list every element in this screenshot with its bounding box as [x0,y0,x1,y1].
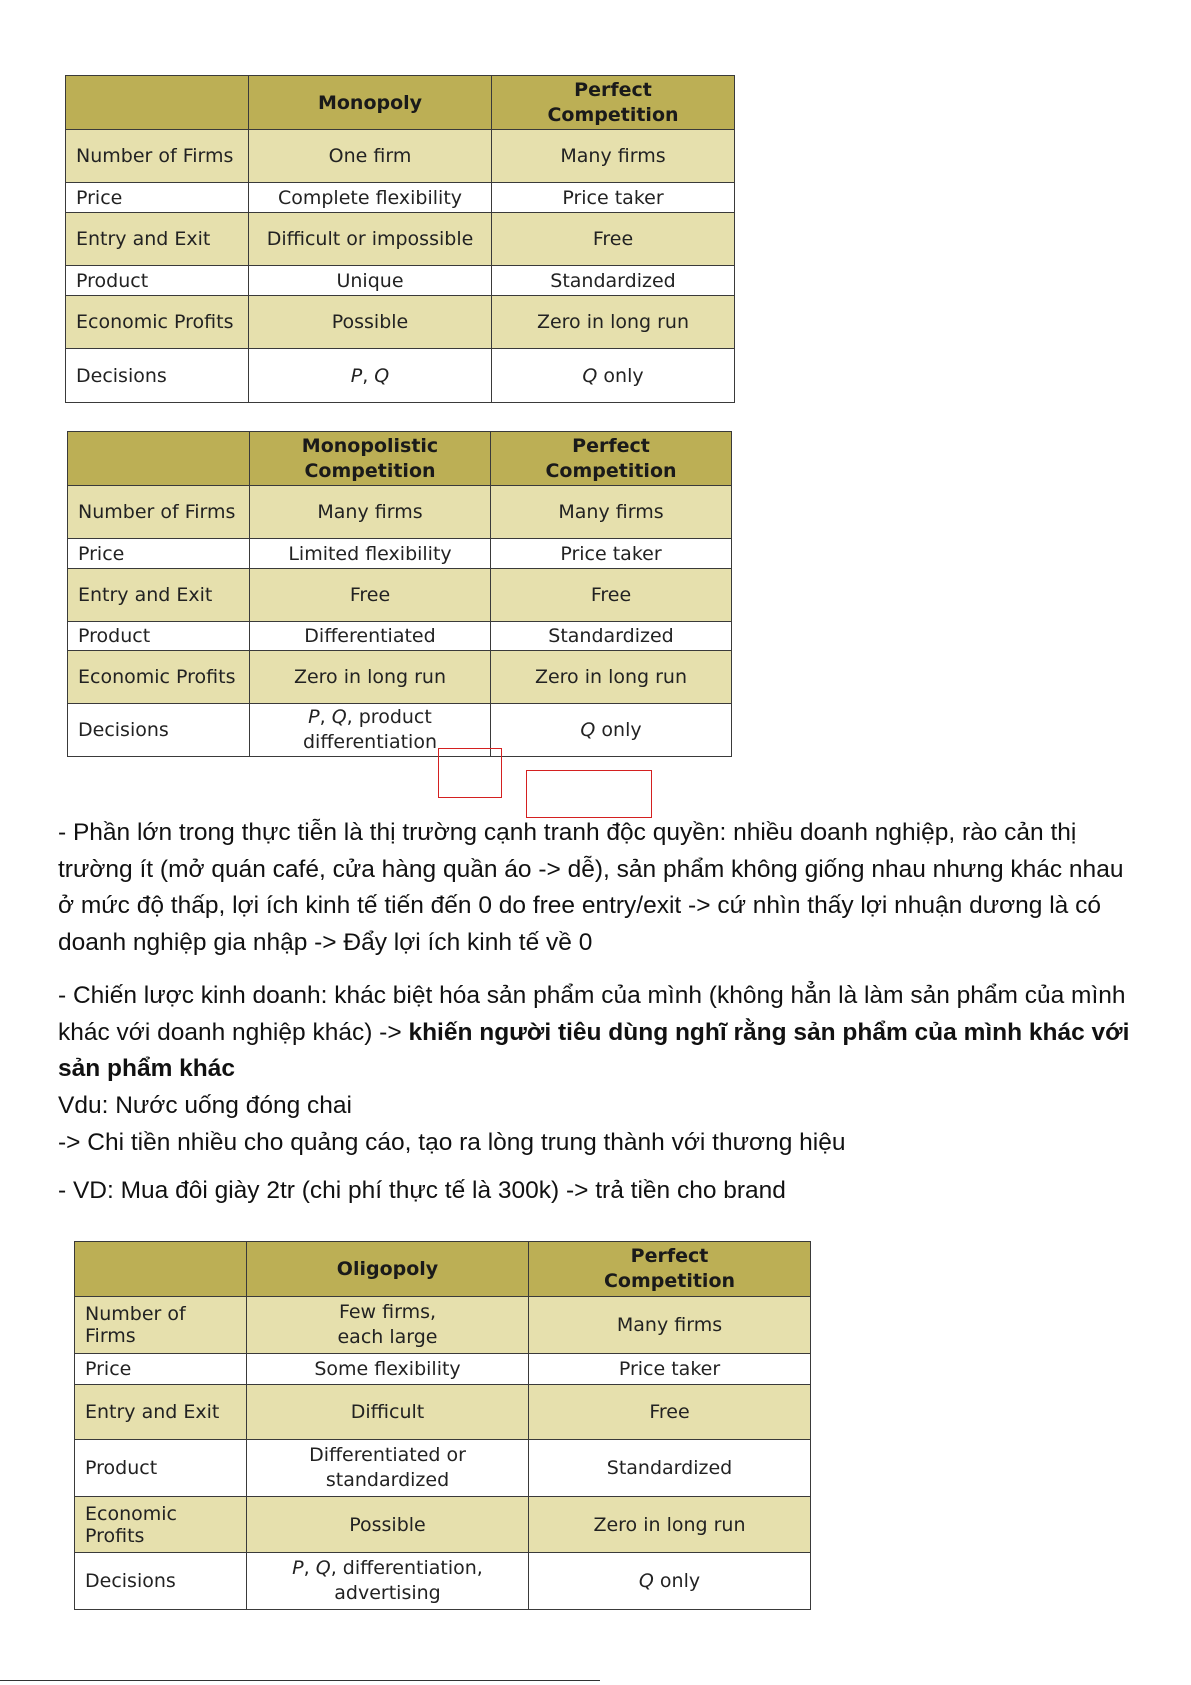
table-row [68,539,732,569]
header-line2: Competition [545,459,677,482]
cell-monopolistic: Differentiated [250,622,491,651]
cell-line2: standardized [325,1469,450,1491]
text-product: , product [346,706,432,728]
table-row [66,213,735,266]
table-header-row [66,76,735,130]
cell-line2: differentiation [302,731,437,753]
cell-perfect: Standardized [529,1440,811,1497]
note-paragraph-strategy [58,978,1138,1088]
cell-perfect: Many firms [492,130,735,183]
var-q: Q [374,364,390,387]
cell-monopoly: Complete flexibility [249,183,492,213]
header-perfect-competition [529,1242,811,1297]
var-q: Q [638,1570,654,1592]
cell-line1 [257,1556,518,1581]
row-label: Economic Profits [75,1497,247,1553]
separator: , [362,364,375,387]
cell-monopolistic: Free [250,569,491,622]
comparison-table-monopolistic [67,431,732,757]
header-monopoly: Monopoly [249,76,492,130]
cell-oligopoly [247,1440,529,1497]
cell-monopolistic: Many firms [250,486,491,539]
header-empty-cell [68,432,250,486]
annotation-box-small [438,748,502,798]
cell-line1: Differentiated or [309,1444,466,1466]
cell-monopoly: Possible [249,296,492,349]
cell-perfect: Price taker [491,539,732,569]
table-row [68,569,732,622]
table-row [75,1497,811,1553]
table-row [68,622,732,651]
cell-perfect: Standardized [491,622,732,651]
comparison-table-oligopoly [74,1241,811,1610]
row-label: Product [75,1440,247,1497]
text-only: only [597,364,644,387]
row-label: Number of Firms [66,130,249,183]
cell-line2: advertising [334,1582,441,1604]
row-label: Decisions [75,1553,247,1610]
row-label: Decisions [68,704,250,757]
note-example-shoes: - VD: Mua đôi giày 2tr (chi phí thực tế là 300k) -> trả tiền cho brand [58,1177,786,1204]
cell-oligopoly: Difficult [247,1385,529,1440]
cell-oligopoly: Possible [247,1497,529,1553]
cell-perfect: Price taker [492,183,735,213]
table-row [75,1354,811,1385]
cell-line1 [260,705,480,730]
text-only: only [595,719,642,741]
header-oligopoly: Oligopoly [247,1242,529,1297]
cell-perfect [529,1553,811,1610]
cell-monopoly [249,349,492,403]
table-row [66,183,735,213]
table-row [75,1440,811,1497]
note-paragraph-market-structure: - Phần lớn trong thực tiễn là thị trường cạnh tranh độc quyền: nhiều doanh nghiệp, rào cản thị trường ít (mở quán café, cửa hàng quần áo -> dễ), sản phẩm không giống nhau nhưng khác nhau ở mức độ thấp, lợi ích kinh tế tiến đến 0 do free entry/exit -> cứ nhìn thấy lợi nhuận dương là có doanh nghiệp gia nhập -> Đẩy lợi ích kinh tế về 0 [58,819,1124,956]
cell-line1: Few firms, [338,1301,437,1323]
header-perfect-line1: Perfect [574,78,652,101]
cell-line2: each large [337,1326,438,1348]
row-label: Economic Profits [66,296,249,349]
cell-monopolistic: Limited flexibility [250,539,491,569]
cell-perfect: Free [529,1385,811,1440]
table-row [66,266,735,296]
row-label: Entry and Exit [75,1385,247,1440]
table-row [68,651,732,704]
cell-oligopoly: Some flexibility [247,1354,529,1385]
var-p: P [292,1557,304,1579]
table-row [66,130,735,183]
cell-perfect: Free [491,569,732,622]
separator: , [303,1557,316,1579]
table-row [75,1553,811,1610]
row-label: Product [68,622,250,651]
note-example-bottled-water: Vdu: Nước uống đóng chai [58,1092,352,1119]
cell-oligopoly [247,1553,529,1610]
cell-oligopoly [247,1297,529,1354]
row-label: Product [66,266,249,296]
row-label: Entry and Exit [66,213,249,266]
row-label: Price [68,539,250,569]
header-perfect-competition [492,76,735,130]
table-row [75,1385,811,1440]
page-bottom-rule [0,1680,600,1681]
cell-perfect: Many firms [529,1297,811,1354]
var-p: P [308,706,320,728]
header-perfect-line2: Competition [547,103,679,126]
header-monopolistic-competition [250,432,491,486]
note-advertising: -> Chi tiền nhiều cho quảng cáo, tạo ra lòng trung thành với thương hiệu [58,1129,846,1156]
cell-monopoly: Unique [249,266,492,296]
header-perfect-competition [491,432,732,486]
table-row [66,349,735,403]
row-label: Price [75,1354,247,1385]
row-label: Price [66,183,249,213]
cell-perfect: Zero in long run [491,651,732,704]
cell-perfect: Standardized [492,266,735,296]
cell-monopolistic: Zero in long run [250,651,491,704]
header-empty-cell [66,76,249,130]
cell-perfect: Price taker [529,1354,811,1385]
header-line1: Monopolistic [301,434,439,457]
var-p: P [350,364,363,387]
header-line1: Perfect [572,434,650,457]
text-differentiation: , differentiation, [330,1557,483,1579]
row-label: Decisions [66,349,249,403]
row-label: Number of Firms [68,486,250,539]
comparison-table-monopoly [65,75,735,403]
cell-perfect: Zero in long run [529,1497,811,1553]
cell-monopoly: Difficult or impossible [249,213,492,266]
table-row [66,296,735,349]
header-line2: Competition [304,459,436,482]
cell-perfect: Zero in long run [492,296,735,349]
var-q: Q [580,719,596,741]
cell-perfect [491,704,732,757]
table-row [68,704,732,757]
note-strategy-text: - Chiến lược kinh doanh: khác biệt hóa sản phẩm của mình (không hẳn là làm sản phẩm của mình khác với doanh nghiệp khác) -> [58,982,1126,1046]
header-empty-cell [75,1242,247,1297]
row-label: Economic Profits [68,651,250,704]
header-line2: Competition [603,1270,736,1292]
cell-perfect [492,349,735,403]
row-label: Number of Firms [75,1297,247,1354]
var-q: Q [315,1557,331,1579]
annotation-box-wide [526,770,652,818]
table-header-row [68,432,732,486]
var-q: Q [331,706,347,728]
var-q: Q [582,364,598,387]
table-header-row [75,1242,811,1297]
text-only: only [653,1570,701,1592]
cell-monopoly: One firm [249,130,492,183]
cell-perfect: Many firms [491,486,732,539]
row-label: Entry and Exit [68,569,250,622]
table-row [68,486,732,539]
header-line1: Perfect [630,1245,709,1267]
table-row [75,1297,811,1354]
separator: , [319,706,332,728]
cell-perfect: Free [492,213,735,266]
note-strategy-emphasis: khiến người tiêu dùng nghĩ rằng sản phẩm của mình khác với sản phẩm khác [58,1018,1130,1082]
